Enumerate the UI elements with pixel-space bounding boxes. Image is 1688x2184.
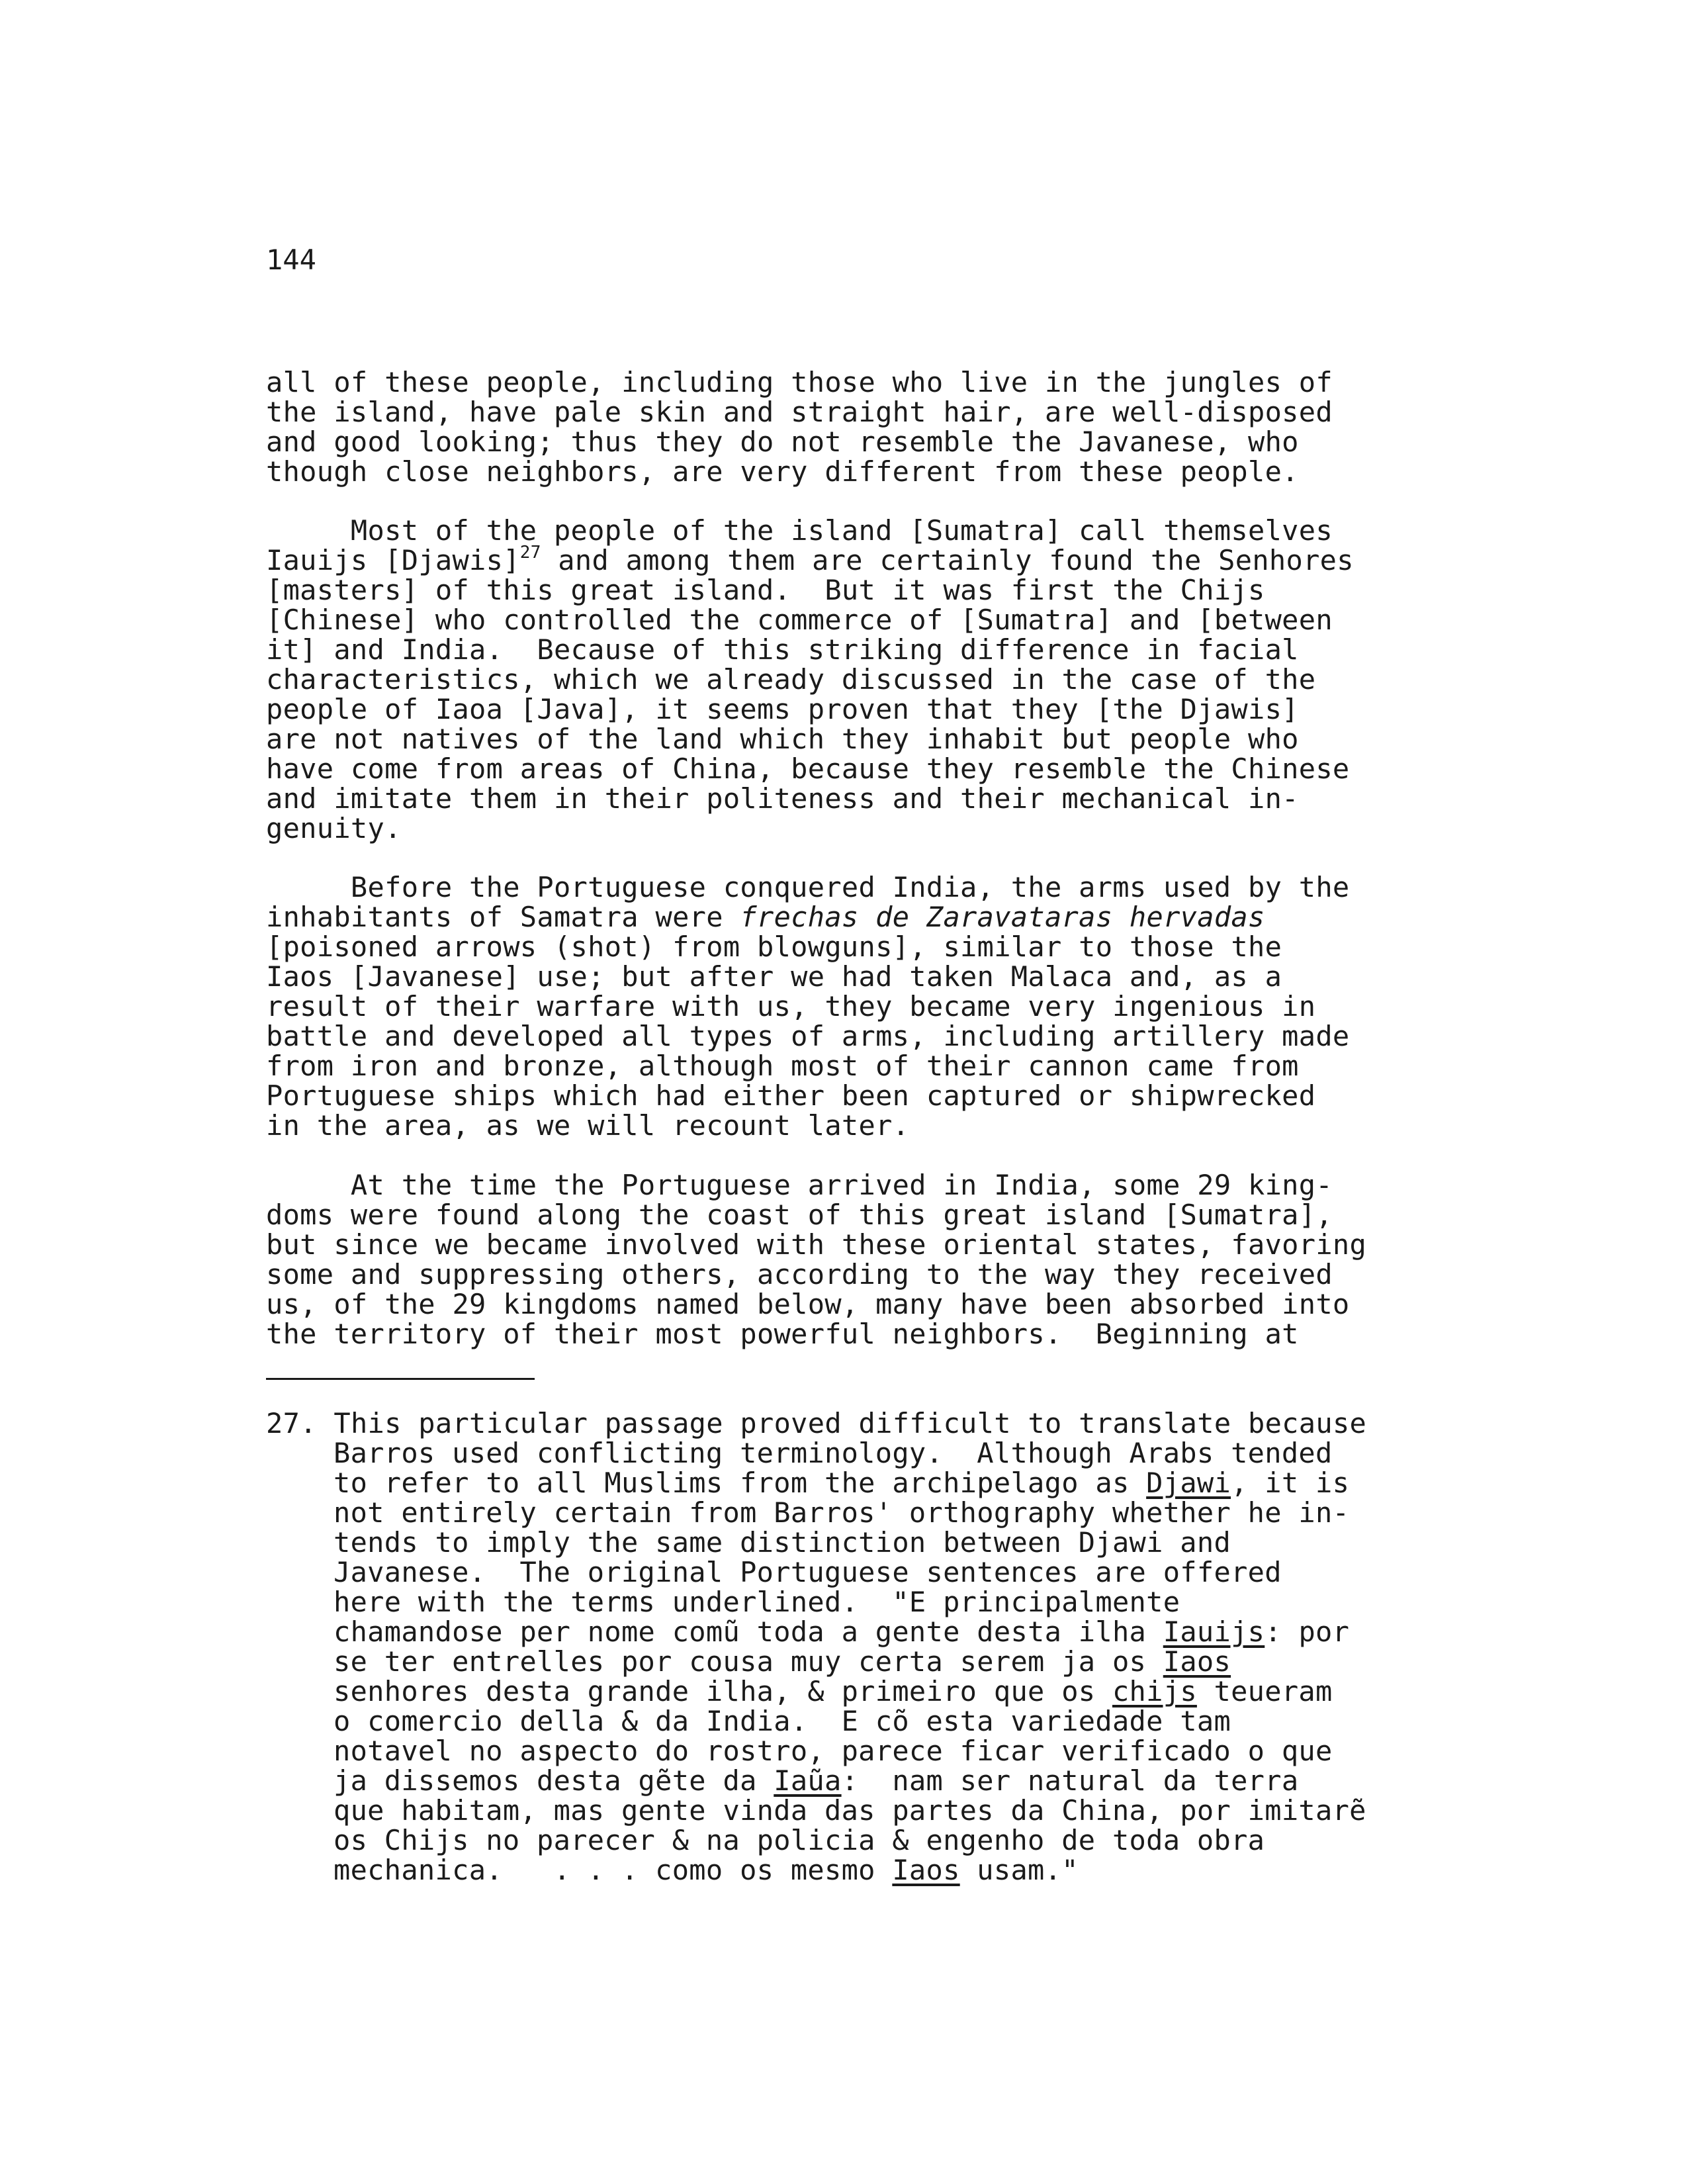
footnote-line: not entirely certain from Barros' orthography whether he in- xyxy=(333,1496,1350,1529)
body-text-line: in the area, as we will recount later. xyxy=(266,1109,910,1142)
body-text-line: Before the Portuguese conquered India, the arms used by the xyxy=(266,871,1350,903)
footnote-text: se ter entrelles por cousa muy certa serem ja os xyxy=(333,1645,1163,1678)
underlined-term: Djawi xyxy=(1146,1467,1231,1499)
body-text-segment: inhabitants of Samatra were xyxy=(266,901,740,933)
footnote-line xyxy=(333,1766,1298,1796)
footnote-line: Barros used conflicting terminology. Although Arabs tended xyxy=(333,1437,1333,1469)
footnote-line xyxy=(333,1676,1333,1706)
footnote-separator xyxy=(266,1378,535,1380)
body-text-line: genuity. xyxy=(266,812,402,844)
body-text-line: [Chinese] who controlled the commerce of [Sumatra] and [between xyxy=(266,604,1333,636)
body-text-line: and good looking; thus they do not resemble the Javanese, who xyxy=(266,426,1299,458)
footnote-line: notavel no aspecto do rostro, parece ficar verificado o que xyxy=(333,1735,1333,1767)
body-text-line: Iaos [Javanese] use; but after we had taken Malaca and, as a xyxy=(266,960,1282,993)
body-text-line: Most of the people of the island [Sumatra] call themselves xyxy=(266,514,1333,547)
footnote-text: : nam ser natural da terra xyxy=(841,1764,1299,1797)
footnote-line: here with the terms underlined. "E principalmente xyxy=(333,1586,1180,1618)
underlined-term: Iaos xyxy=(1163,1645,1231,1678)
footnote-line: que habitam, mas gente vinda das partes da China, por imitarẽ xyxy=(333,1794,1366,1827)
footnote-text: teueram xyxy=(1196,1675,1333,1707)
footnote-line: os Chijs no parecer & na policia & engenho de toda obra xyxy=(333,1824,1265,1856)
body-text-line: people of Iaoa [Java], it seems proven that they [the Djawis] xyxy=(266,693,1299,725)
body-text-line: have come from areas of China, because they resemble the Chinese xyxy=(266,752,1350,785)
underlined-term: chijs xyxy=(1112,1675,1197,1707)
body-text-line: result of their warfare with us, they became very ingenious in xyxy=(266,990,1316,1023)
footnote-line xyxy=(266,1408,1366,1438)
body-text-line: At the time the Portuguese arrived in India, some 29 king- xyxy=(266,1169,1333,1201)
footnote-text: This particular passage proved difficult to translate because xyxy=(333,1407,1367,1439)
body-text-line: us, of the 29 kingdoms named below, many have been absorbed into xyxy=(266,1288,1350,1320)
body-text-line: though close neighbors, are very different from these people. xyxy=(266,455,1299,488)
body-text-line: some and suppressing others, according to the way they received xyxy=(266,1258,1333,1291)
body-text-line: [poisoned arrows (shot) from blowguns], similar to those the xyxy=(266,931,1282,963)
body-text-line: are not natives of the land which they inhabit but people who xyxy=(266,723,1299,755)
footnote-text: senhores desta grande ilha, & primeiro que os xyxy=(333,1675,1112,1707)
body-text-line xyxy=(266,902,1265,932)
footnote-line xyxy=(333,1617,1349,1647)
footnote-line xyxy=(333,1855,1079,1885)
footnote-reference: 27 xyxy=(519,543,541,563)
footnote-text: ja dissemos desta gẽte da xyxy=(333,1764,774,1797)
body-text-line: all of these people, including those who live in the jungles of xyxy=(266,366,1333,398)
body-text-line: but since we became involved with these oriental states, favoring xyxy=(266,1228,1367,1261)
body-text-line: from iron and bronze, although most of their cannon came from xyxy=(266,1050,1299,1082)
body-text-line: the territory of their most powerful neighbors. Beginning at xyxy=(266,1318,1299,1350)
underlined-term: Iaũa xyxy=(774,1764,842,1797)
footnote-text: chamandose per nome comũ toda a gente desta ilha xyxy=(333,1615,1163,1648)
footnote-text: : por xyxy=(1265,1615,1350,1648)
footnote-text: to refer to all Muslims from the archipelago as xyxy=(333,1467,1147,1499)
footnote-line: o comercio della & da India. E cõ esta variedade tam xyxy=(333,1705,1231,1737)
body-text-line: characteristics, which we already discussed in the case of the xyxy=(266,663,1316,696)
body-text-line: and imitate them in their politeness and their mechanical in- xyxy=(266,782,1299,815)
footnote-line: Javanese. The original Portuguese sentences are offered xyxy=(333,1556,1282,1588)
footnote-text: usam." xyxy=(959,1854,1079,1886)
body-text-line: it] and India. Because of this striking difference in facial xyxy=(266,633,1299,666)
footnote-line xyxy=(333,1647,1231,1676)
italic-phrase: frechas de Zaravataras hervadas xyxy=(740,901,1265,933)
body-text-line: battle and developed all types of arms, including artillery made xyxy=(266,1020,1350,1052)
page-number: 144 xyxy=(266,244,316,276)
body-text-segment: Iauijs [Djawis] xyxy=(266,544,520,576)
body-text-line: the island, have pale skin and straight hair, are well-disposed xyxy=(266,396,1333,428)
underlined-term: Iauijs xyxy=(1163,1615,1265,1648)
footnote-line xyxy=(333,1468,1349,1498)
body-text-line: [masters] of this great island. But it was first the Chijs xyxy=(266,574,1265,606)
body-text-line: Portuguese ships which had either been captured or shipwrecked xyxy=(266,1079,1316,1112)
footnote-text: mechanica. . . . como os mesmo xyxy=(333,1854,893,1886)
underlined-term: Iaos xyxy=(892,1854,960,1886)
footnote-number: 27. xyxy=(266,1407,317,1439)
footnote-text: , it is xyxy=(1231,1467,1350,1499)
footnote-line: tends to imply the same distinction between Djawi and xyxy=(333,1526,1231,1559)
body-text-line: doms were found along the coast of this great island [Sumatra], xyxy=(266,1199,1333,1231)
body-text-segment: and among them are certainly found the Senhores xyxy=(541,544,1354,576)
